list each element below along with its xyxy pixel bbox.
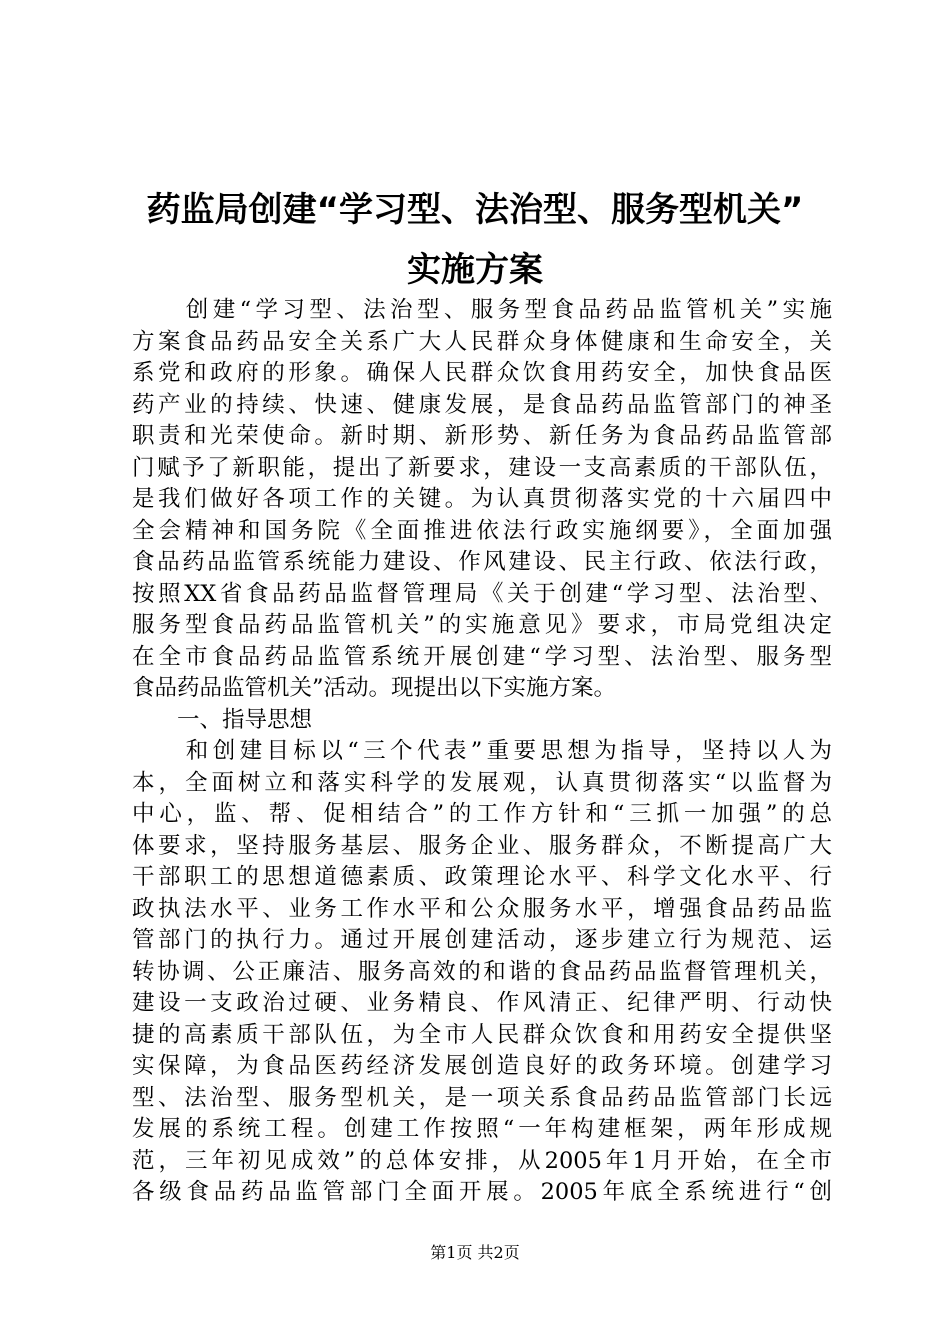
section-heading: 一、指导思想 [132,706,313,733]
body-line: 范，三年初见成效”的总体安排，从2005年1月开始，在全市 [132,1147,832,1174]
body-line: 型、法治型、服务型机关，是一项关系食品药品监管部门长远 [132,1084,832,1111]
body-line: 药产业的持续、快速、健康发展，是食品药品监管部门的神圣 [132,391,832,418]
body-line: 门赋予了新职能，提出了新要求，建设一支高素质的干部队伍， [132,454,832,481]
body-line: 方案食品药品安全关系广大人民群众身体健康和生命安全，关 [132,328,832,355]
body-line: 各级食品药品监管部门全面开展。2005年底全系统进行“创 [132,1179,832,1205]
body-line: 捷的高素质干部队伍，为全市人民群众饮食和用药安全提供坚 [132,1021,832,1048]
body-line: 管部门的执行力。通过开展创建活动，逐步建立行为规范、运 [132,927,832,953]
body-line: 按照XX省食品药品监督管理局《关于创建“学习型、法治型、 [132,580,832,607]
body-line: 服务型食品药品监管机关”的实施意见》要求，市局党组决定 [132,612,832,638]
body-line: 食品药品监管机关”活动。现提出以下实施方案。 [132,675,617,701]
body-line: 是我们做好各项工作的关键。为认真贯彻落实党的十六届四中 [132,486,832,512]
body-line: 系党和政府的形象。确保人民群众饮食用药安全，加快食品医 [132,360,832,386]
body-line: 实保障，为食品医药经济发展创造良好的政务环境。创建学习 [132,1053,832,1079]
body-line: 食品药品监管系统能力建设、作风建设、民主行政、依法行政， [132,549,832,575]
body-line: 职责和光荣使命。新时期、新形势、新任务为食品药品监管部 [132,423,832,449]
body-line: 政执法水平、业务工作水平和公众服务水平，增强食品药品监 [132,895,832,922]
body-line: 中心，监、帮、促相结合”的工作方针和“三抓一加强”的总 [132,801,832,827]
body-line: 体要求，坚持服务基层、服务企业、服务群众，不断提高广大 [132,832,832,859]
document-body [132,295,832,1209]
body-line: 建设一支政治过硬、业务精良、作风清正、纪律严明、行动快 [132,990,832,1016]
document-title-line-2: 实施方案 [407,250,543,290]
body-line: 在全市食品药品监管系统开展创建“学习型、法治型、服务型 [132,643,832,670]
body-line: 转协调、公正廉洁、服务高效的和谐的食品药品监督管理机关， [132,958,832,985]
body-line: 创建“学习型、法治型、服务型食品药品监管机关”实施 [132,297,832,323]
body-line: 全会精神和国务院《全面推进依法行政实施纲要》，全面加强 [132,517,832,544]
body-line: 干部职工的思想道德素质、政策理论水平、科学文化水平、行 [132,864,832,890]
body-line: 本，全面树立和落实科学的发展观，认真贯彻落实“以监督为 [132,769,832,796]
body-line: 发展的系统工程。创建工作按照“一年构建框架，两年形成规 [132,1116,832,1142]
body-line: 和创建目标以“三个代表”重要思想为指导，坚持以人为 [132,738,832,764]
document-title-line-1: 药监局创建“学习型、法治型、服务型机关” [146,190,804,230]
page-number-footer: 第1页 共2页 [430,1243,520,1262]
